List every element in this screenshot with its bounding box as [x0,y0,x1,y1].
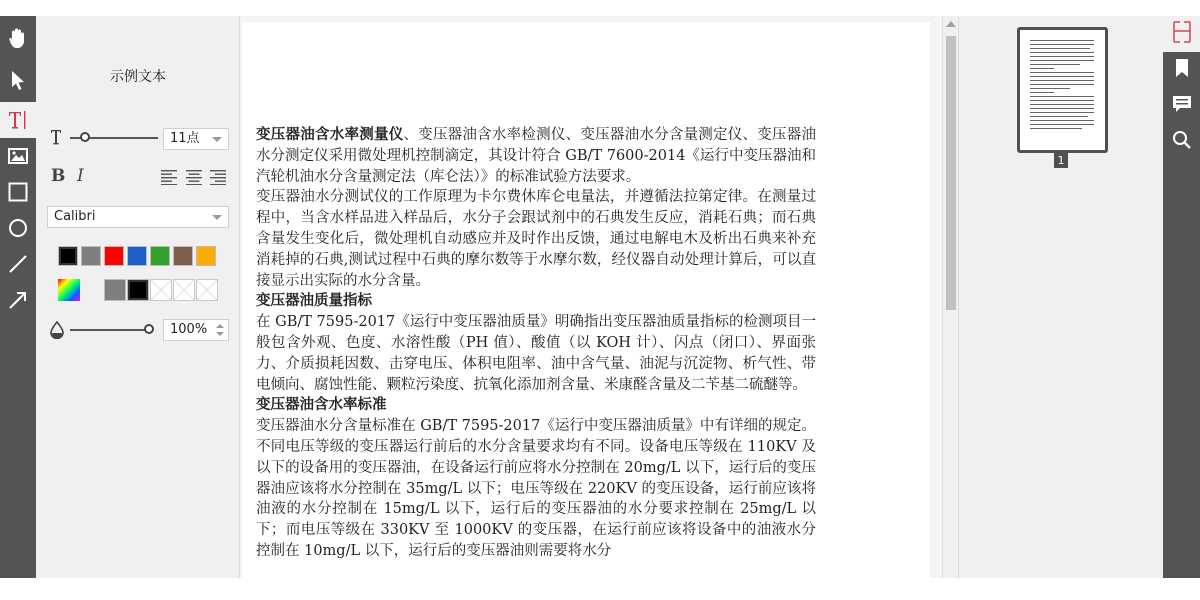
thumbnail-page-number: 1 [1054,153,1068,168]
bookmarks-button[interactable] [1163,52,1200,88]
section-heading: 变压器油含水率标准 [256,396,387,414]
bottom-strip [0,578,1200,600]
circle-icon [8,218,28,238]
color-swatch-black[interactable] [58,246,78,266]
align-left-button[interactable] [161,169,177,189]
align-center-button[interactable] [186,169,202,189]
image-tool-button[interactable] [0,138,36,174]
rectangle-tool-button[interactable] [0,174,36,210]
select-tool-button[interactable] [0,62,36,98]
page-thumbnail[interactable] [1017,27,1108,153]
font-family-select[interactable] [47,206,229,228]
paragraph [256,312,816,395]
opacity-slider[interactable] [70,320,156,340]
opacity-value: 100% [170,322,208,337]
opacity-drop-icon [50,321,64,343]
select-arrow-icon [10,70,26,90]
arrow-tool-button[interactable] [0,282,36,318]
comments-button[interactable] [1163,88,1200,124]
paragraph-lead: 变压器油含水率测量仪 [256,126,404,143]
document-page[interactable] [242,22,930,578]
font-family-value: Calibri [54,209,96,224]
font-size-icon [50,128,66,150]
italic-button[interactable]: I [77,166,84,186]
document-text[interactable] [256,125,816,562]
empty-color-slot[interactable] [150,279,172,301]
paragraph-body: 在 GB/T 7595-2017《运行中变压器油质量》明确指出变压器油质量指标的检测项目一般包含外观、色度、水溶性酸（PH 值）、酸值（以 KOH 计）、闪点（闭口）、界面张力、介质损耗因数、击穿电压、体积电阻率、油中含气量、油泥与沉淀物、析气性、带电倾向、腐蚀性能、颗粒污染度、抗氧化添加剂含量、米康醛含量及二苄基二硫醚等。 [256,314,816,393]
color-palette [36,246,240,268]
search-icon [1172,130,1192,154]
align-right-icon [210,169,226,185]
text-format-row [36,164,240,190]
font-size-slider[interactable] [70,128,160,148]
line-icon [8,254,28,274]
align-right-button[interactable] [210,169,226,189]
align-center-icon [186,169,202,185]
color-swatch-red[interactable] [104,246,124,266]
comment-icon [1172,94,1192,118]
paragraph [256,187,816,291]
stepper-arrows-icon[interactable] [216,323,224,344]
paragraph-body: 变压器油水分含量标准在 GB/T 7595-2017《运行中变压器油质量》中有详细的规定。不同电压等级的变压器运行前后的水分含量要求均有不同。设备电压等级在 110KV 及以下的设备用的变压器油，在设备运行前应将水分控制在 20mg/L 以下，运行后的变压器油应该将水分控制在 35mg/L 以下；电压等级在 220KV 的变压设备，运行前应该将油液的水分控制在 15mg/L 以下，运行后的变压器油的水分要求控制在 25mg/L 以下；而电压等级在 330KV 至 1000KV 的变压器，在运行前应该将设备中的油液水分控制在 10mg/L 以下，运行后的变压器油则需要将水分 [256,418,816,559]
image-icon [8,148,28,164]
align-left-icon [161,169,177,185]
left-toolbar [0,16,36,578]
paragraph-body: 、变压器油含水率检测仪、变压器油水分含量测定仪、变压器油水分测定仪采用微处理机控制滴定，其设计符合 GB/T 7600-2014《运行中变压器油和汽轮机油水分含量测定法（库仑法）》的标准试验方法要求。 [256,127,817,185]
recent-color-gray[interactable] [104,279,126,301]
document-viewport[interactable] [240,16,942,578]
empty-color-slot[interactable] [173,279,195,301]
arrow-icon [8,290,28,310]
paragraph [256,125,816,187]
top-strip [0,0,1200,16]
hand-icon [8,27,28,49]
opacity-stepper[interactable] [163,319,229,341]
custom-color-row [36,278,240,302]
sample-text-preview: 示例文本 [110,69,166,85]
circle-tool-button[interactable] [0,210,36,246]
hand-tool-button[interactable] [0,20,36,56]
right-toolbar [1163,16,1200,578]
font-size-value: 11点 [170,131,200,146]
scrollbar-thumb[interactable] [946,36,956,310]
empty-color-slot[interactable] [196,279,218,301]
text-tool-icon [7,110,29,130]
paragraph [256,416,816,562]
chevron-down-icon [212,215,222,220]
text-properties-panel [36,16,240,578]
thumbnail-pane [958,16,1163,578]
color-swatch-orange[interactable] [196,246,216,266]
vertical-scrollbar[interactable] [942,16,958,578]
color-swatch-blue[interactable] [127,246,147,266]
font-size-select[interactable] [163,128,229,150]
color-picker-icon[interactable] [58,279,80,305]
bold-button[interactable]: B [51,166,66,186]
search-button[interactable] [1163,124,1200,160]
text-tool-button[interactable] [0,102,36,138]
chevron-down-icon [212,137,222,142]
paragraph-body: 变压器油水分测试仪的工作原理为卡尔费休库仑电量法，并遵循法拉第定律。在测量过程中，当含水样品进入样品后，水分子会跟试剂中的石典发生反应，消耗石典；而石典含量发生变化后，微处理机自动感应并及时作出反馈，通过电解电木及析出石典来补充消耗掉的石典,测试过程中石典的摩尔数等于水摩尔数，经仪器自动处理计算后，可以直接显示出实际的水分含量。 [256,189,816,289]
line-tool-button[interactable] [0,246,36,282]
font-size-row [36,128,240,154]
bookmark-icon [1175,58,1189,82]
color-swatch-brown[interactable] [173,246,193,266]
opacity-row [36,318,240,342]
color-swatch-green[interactable] [150,246,170,266]
recent-color-black[interactable] [127,279,149,301]
scroll-up-arrow-icon[interactable] [946,21,956,27]
headings-button[interactable] [1163,16,1200,52]
rectangle-icon [8,182,28,202]
color-swatch-gray[interactable] [81,246,101,266]
headings-icon [1172,20,1192,48]
section-heading: 变压器油质量指标 [256,292,372,310]
